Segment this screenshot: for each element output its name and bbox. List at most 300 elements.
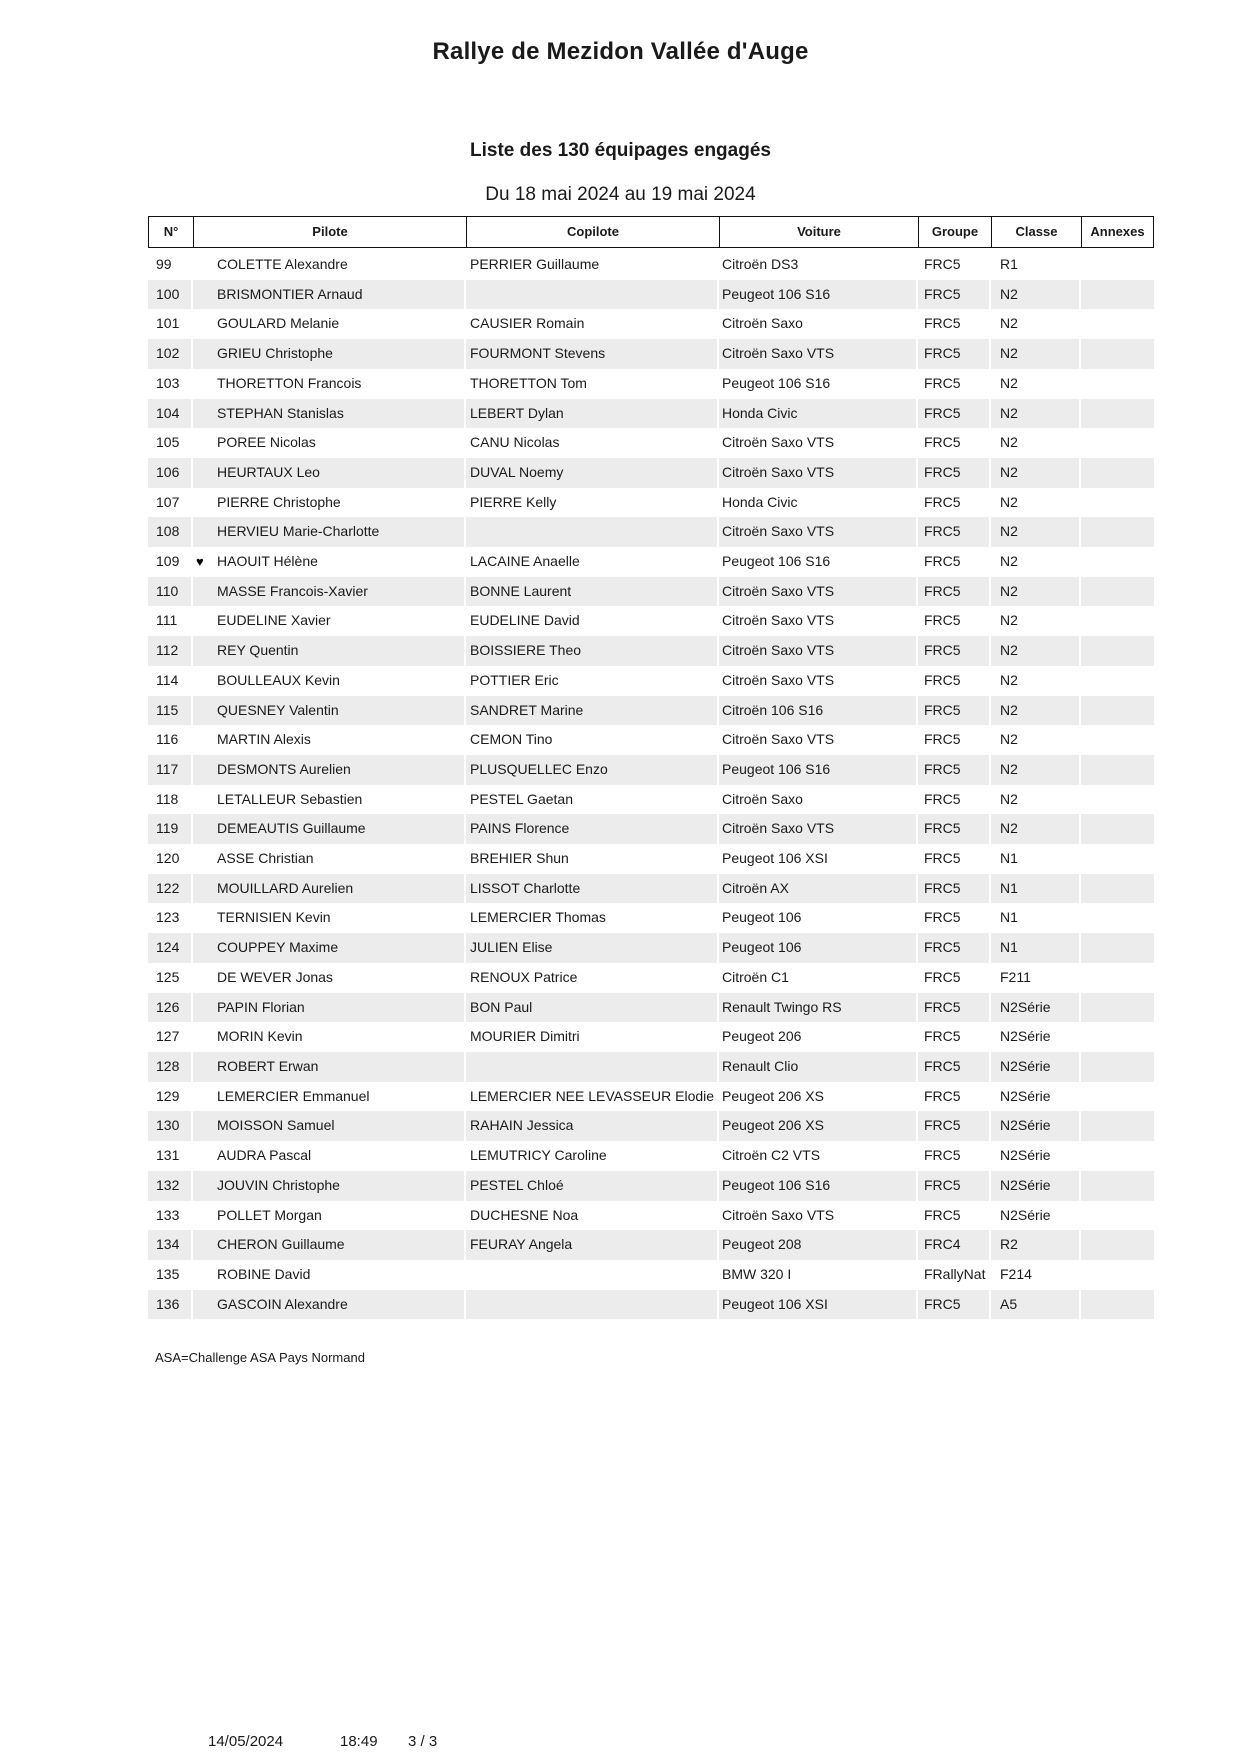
cell-groupe: FRC5 — [918, 1082, 991, 1112]
cell-annexes — [1081, 725, 1154, 755]
pilote-name: THORETTON Francois — [217, 374, 362, 391]
cell-voiture: Renault Twingo RS — [719, 993, 918, 1023]
header-pilote: Pilote — [193, 216, 466, 248]
cell-voiture: Citroën Saxo VTS — [719, 725, 918, 755]
pilote-name: MOUILLARD Aurelien — [217, 879, 354, 896]
cell-copilote: SANDRET Marine — [466, 696, 719, 726]
cell-pilote — [193, 696, 466, 726]
cell-annexes — [1081, 1141, 1154, 1171]
pilote-name: POREE Nicolas — [217, 434, 316, 451]
cell-classe: N2Série — [991, 1141, 1081, 1171]
cell-pilote — [193, 577, 466, 607]
pilote-name: LETALLEUR Sebastien — [217, 790, 363, 807]
table-row — [148, 725, 1154, 755]
cell-pilote — [193, 517, 466, 547]
cell-annexes — [1081, 785, 1154, 815]
cell-voiture: Peugeot 106 — [719, 933, 918, 963]
table-row — [148, 1082, 1154, 1112]
cell-copilote: LEMERCIER Thomas — [466, 903, 719, 933]
pilote-name: MOISSON Samuel — [217, 1117, 335, 1134]
cell-copilote: BREHIER Shun — [466, 844, 719, 874]
table-row — [148, 309, 1154, 339]
cell-voiture: Citroën AX — [719, 874, 918, 904]
cell-annexes — [1081, 339, 1154, 369]
cell-annexes — [1081, 250, 1154, 280]
header-annexes: Annexes — [1081, 216, 1154, 248]
cell-voiture: Citroën C1 — [719, 963, 918, 993]
pilote-name: ROBINE David — [217, 1265, 311, 1282]
cell-num: 126 — [148, 993, 193, 1023]
cell-classe: N2 — [991, 428, 1081, 458]
cell-groupe: FRC5 — [918, 428, 991, 458]
cell-groupe: FRC5 — [918, 725, 991, 755]
cell-copilote: FOURMONT Stevens — [466, 339, 719, 369]
cell-classe: N2 — [991, 458, 1081, 488]
cell-pilote — [193, 280, 466, 310]
footer-time: 18:49 — [340, 1733, 378, 1750]
pilote-name: MORIN Kevin — [217, 1028, 303, 1045]
cell-pilote — [193, 1290, 466, 1320]
pilote-name: MARTIN Alexis — [217, 731, 311, 748]
cell-voiture: Peugeot 206 XS — [719, 1111, 918, 1141]
cell-copilote: BON Paul — [466, 993, 719, 1023]
cell-copilote: PERRIER Guillaume — [466, 250, 719, 280]
cell-voiture: Peugeot 106 XSI — [719, 1290, 918, 1320]
cell-num: 130 — [148, 1111, 193, 1141]
cell-annexes — [1081, 755, 1154, 785]
cell-groupe: FRC5 — [918, 309, 991, 339]
table-row — [148, 1260, 1154, 1290]
cell-pilote — [193, 1201, 466, 1231]
cell-copilote: PAINS Florence — [466, 814, 719, 844]
cell-num: 101 — [148, 309, 193, 339]
cell-annexes — [1081, 517, 1154, 547]
header-copilote: Copilote — [466, 216, 719, 248]
pilote-name: GOULARD Melanie — [217, 315, 340, 332]
cell-groupe: FRC5 — [918, 903, 991, 933]
pilote-name: BOULLEAUX Kevin — [217, 671, 340, 688]
event-date-range: Du 18 mai 2024 au 19 mai 2024 — [485, 184, 756, 205]
cell-copilote: CAUSIER Romain — [466, 309, 719, 339]
cell-annexes — [1081, 963, 1154, 993]
cell-pilote — [193, 666, 466, 696]
cell-num: 134 — [148, 1230, 193, 1260]
cell-num: 111 — [148, 606, 193, 636]
cell-num: 128 — [148, 1052, 193, 1082]
cell-groupe: FRC5 — [918, 577, 991, 607]
cell-groupe: FRC5 — [918, 369, 991, 399]
cell-copilote: LEMERCIER NEE LEVASSEUR Elodie — [466, 1082, 719, 1112]
cell-classe: F214 — [991, 1260, 1081, 1290]
cell-annexes — [1081, 814, 1154, 844]
cell-num: 129 — [148, 1082, 193, 1112]
table-row — [148, 547, 1154, 577]
table-row — [148, 399, 1154, 429]
cell-classe: N2Série — [991, 1052, 1081, 1082]
cell-groupe: FRC5 — [918, 399, 991, 429]
cell-classe: N2 — [991, 606, 1081, 636]
cell-num: 107 — [148, 488, 193, 518]
pilote-name: TERNISIEN Kevin — [217, 909, 331, 926]
pilote-name: ROBERT Erwan — [217, 1057, 319, 1074]
table-row — [148, 993, 1154, 1023]
cell-voiture: Citroën Saxo VTS — [719, 666, 918, 696]
table-row — [148, 1052, 1154, 1082]
cell-voiture: Citroën Saxo VTS — [719, 339, 918, 369]
cell-groupe: FRC5 — [918, 844, 991, 874]
cell-voiture: Citroën 106 S16 — [719, 696, 918, 726]
table-row — [148, 814, 1154, 844]
cell-annexes — [1081, 844, 1154, 874]
cell-classe: N1 — [991, 933, 1081, 963]
cell-num: 124 — [148, 933, 193, 963]
cell-voiture: Renault Clio — [719, 1052, 918, 1082]
pilote-name: ASSE Christian — [217, 850, 314, 867]
cell-pilote — [193, 309, 466, 339]
table-row — [148, 517, 1154, 547]
cell-classe: N2 — [991, 725, 1081, 755]
cell-classe: N2 — [991, 696, 1081, 726]
cell-groupe: FRC5 — [918, 636, 991, 666]
pilote-name: PAPIN Florian — [217, 998, 305, 1015]
cell-classe: N2 — [991, 785, 1081, 815]
pilote-name: CHERON Guillaume — [217, 1236, 345, 1253]
cell-copilote: PESTEL Gaetan — [466, 785, 719, 815]
cell-groupe: FRC5 — [918, 1022, 991, 1052]
cell-num: 112 — [148, 636, 193, 666]
cell-copilote: FEURAY Angela — [466, 1230, 719, 1260]
entry-table — [148, 216, 1154, 1319]
cell-annexes — [1081, 488, 1154, 518]
pilote-name: QUESNEY Valentin — [217, 701, 339, 718]
header-voiture: Voiture — [719, 216, 918, 248]
cell-classe: N2 — [991, 399, 1081, 429]
cell-groupe: FRC5 — [918, 1290, 991, 1320]
cell-voiture: Peugeot 206 XS — [719, 1082, 918, 1112]
cell-annexes — [1081, 1052, 1154, 1082]
cell-annexes — [1081, 1201, 1154, 1231]
cell-voiture: Peugeot 208 — [719, 1230, 918, 1260]
cell-voiture: BMW 320 I — [719, 1260, 918, 1290]
table-row — [148, 636, 1154, 666]
table-row — [148, 458, 1154, 488]
table-row — [148, 1022, 1154, 1052]
table-row — [148, 369, 1154, 399]
pilote-name: HERVIEU Marie-Charlotte — [217, 523, 380, 540]
cell-pilote — [193, 874, 466, 904]
cell-groupe: FRC5 — [918, 993, 991, 1023]
cell-copilote: BONNE Laurent — [466, 577, 719, 607]
cell-groupe: FRC5 — [918, 696, 991, 726]
cell-num: 133 — [148, 1201, 193, 1231]
pilote-name: LEMERCIER Emmanuel — [217, 1087, 370, 1104]
cell-classe: R1 — [991, 250, 1081, 280]
pilote-name: EUDELINE Xavier — [217, 612, 331, 629]
cell-voiture: Peugeot 106 XSI — [719, 844, 918, 874]
cell-copilote: DUCHESNE Noa — [466, 1201, 719, 1231]
cell-annexes — [1081, 458, 1154, 488]
cell-voiture: Citroën Saxo — [719, 785, 918, 815]
cell-annexes — [1081, 636, 1154, 666]
table-row — [148, 250, 1154, 280]
cell-pilote — [193, 844, 466, 874]
table-row — [148, 844, 1154, 874]
cell-copilote — [466, 1290, 719, 1320]
pilote-name: JOUVIN Christophe — [217, 1176, 340, 1193]
cell-groupe: FRC5 — [918, 488, 991, 518]
cell-voiture: Honda Civic — [719, 488, 918, 518]
cell-copilote: PIERRE Kelly — [466, 488, 719, 518]
page-title: Rallye de Mezidon Vallée d'Auge — [432, 38, 809, 65]
cell-groupe: FRC5 — [918, 458, 991, 488]
cell-pilote — [193, 399, 466, 429]
cell-annexes — [1081, 369, 1154, 399]
cell-annexes — [1081, 1111, 1154, 1141]
cell-annexes — [1081, 1022, 1154, 1052]
cell-pilote — [193, 725, 466, 755]
cell-voiture: Peugeot 106 S16 — [719, 755, 918, 785]
cell-copilote — [466, 280, 719, 310]
cell-groupe: FRC5 — [918, 1201, 991, 1231]
pilote-name: COLETTE Alexandre — [217, 256, 348, 272]
cell-pilote — [193, 636, 466, 666]
cell-pilote — [193, 339, 466, 369]
cell-annexes — [1081, 399, 1154, 429]
table-row — [148, 339, 1154, 369]
cell-copilote: PESTEL Chloé — [466, 1171, 719, 1201]
cell-pilote — [193, 547, 466, 577]
table-row — [148, 1171, 1154, 1201]
table-row — [148, 933, 1154, 963]
cell-copilote: LEBERT Dylan — [466, 399, 719, 429]
cell-voiture: Citroën C2 VTS — [719, 1141, 918, 1171]
cell-num: 122 — [148, 874, 193, 904]
cell-classe: N2 — [991, 814, 1081, 844]
cell-groupe: FRC5 — [918, 517, 991, 547]
cell-num: 132 — [148, 1171, 193, 1201]
cell-num: 103 — [148, 369, 193, 399]
cell-pilote — [193, 428, 466, 458]
cell-annexes — [1081, 993, 1154, 1023]
table-row — [148, 1290, 1154, 1320]
cell-classe: N2 — [991, 577, 1081, 607]
cell-groupe: FRC5 — [918, 933, 991, 963]
cell-voiture: Peugeot 206 — [719, 1022, 918, 1052]
cell-pilote — [193, 993, 466, 1023]
cell-copilote: DUVAL Noemy — [466, 458, 719, 488]
cell-pilote — [193, 1022, 466, 1052]
header-num: N° — [148, 216, 193, 248]
cell-groupe: FRC5 — [918, 666, 991, 696]
cell-pilote — [193, 369, 466, 399]
cell-num: 114 — [148, 666, 193, 696]
pilote-name: REY Quentin — [217, 642, 299, 659]
cell-classe: N2Série — [991, 1171, 1081, 1201]
table-row — [148, 280, 1154, 310]
cell-copilote: LISSOT Charlotte — [466, 874, 719, 904]
table-row — [148, 755, 1154, 785]
table-row — [148, 785, 1154, 815]
table-body — [148, 250, 1154, 1319]
cell-classe: N2 — [991, 369, 1081, 399]
cell-annexes — [1081, 428, 1154, 458]
cell-pilote — [193, 903, 466, 933]
cell-copilote: LEMUTRICY Caroline — [466, 1141, 719, 1171]
cell-num: 102 — [148, 339, 193, 369]
table-row — [148, 903, 1154, 933]
footer-page-number: 3 / 3 — [408, 1733, 438, 1750]
cell-copilote — [466, 1260, 719, 1290]
cell-classe: N2Série — [991, 1201, 1081, 1231]
pilote-name: DESMONTS Aurelien — [217, 760, 351, 777]
cell-classe: N2 — [991, 517, 1081, 547]
pilote-name: PIERRE Christophe — [217, 493, 341, 510]
cell-num: 135 — [148, 1260, 193, 1290]
cell-annexes — [1081, 280, 1154, 310]
cell-annexes — [1081, 933, 1154, 963]
cell-num: 116 — [148, 725, 193, 755]
table-row — [148, 428, 1154, 458]
cell-annexes — [1081, 309, 1154, 339]
cell-voiture: Citroën Saxo VTS — [719, 577, 918, 607]
table-row — [148, 1230, 1154, 1260]
table-row — [148, 666, 1154, 696]
cell-num: 110 — [148, 577, 193, 607]
cell-voiture: Honda Civic — [719, 399, 918, 429]
cell-voiture: Citroën Saxo VTS — [719, 458, 918, 488]
cell-groupe: FRC5 — [918, 814, 991, 844]
cell-num: 106 — [148, 458, 193, 488]
cell-pilote — [193, 1260, 466, 1290]
cell-classe: F211 — [991, 963, 1081, 993]
cell-pilote — [193, 1141, 466, 1171]
cell-groupe: FRC5 — [918, 1171, 991, 1201]
entry-list-subtitle: Liste des 130 équipages engagés — [470, 140, 771, 161]
cell-pilote — [193, 1171, 466, 1201]
cell-copilote: JULIEN Elise — [466, 933, 719, 963]
cell-annexes — [1081, 874, 1154, 904]
cell-annexes — [1081, 696, 1154, 726]
cell-annexes — [1081, 1082, 1154, 1112]
cell-pilote — [193, 1082, 466, 1112]
cell-pilote — [193, 458, 466, 488]
cell-copilote: POTTIER Eric — [466, 666, 719, 696]
cell-voiture: Citroën DS3 — [719, 250, 918, 280]
cell-groupe: FRC5 — [918, 339, 991, 369]
cell-num: 99 — [148, 250, 193, 280]
cell-pilote — [193, 785, 466, 815]
cell-classe: N2Série — [991, 993, 1081, 1023]
heart-icon: ♥ — [196, 554, 204, 570]
header-groupe: Groupe — [918, 216, 991, 248]
cell-copilote: RAHAIN Jessica — [466, 1111, 719, 1141]
cell-annexes — [1081, 1171, 1154, 1201]
cell-pilote — [193, 933, 466, 963]
cell-voiture: Citroën Saxo VTS — [719, 1201, 918, 1231]
table-row — [148, 1141, 1154, 1171]
cell-annexes — [1081, 1230, 1154, 1260]
cell-classe: R2 — [991, 1230, 1081, 1260]
cell-num: 136 — [148, 1290, 193, 1320]
cell-copilote: BOISSIERE Theo — [466, 636, 719, 666]
cell-num: 109 — [148, 547, 193, 577]
cell-classe: N2 — [991, 666, 1081, 696]
cell-groupe: FRC5 — [918, 1141, 991, 1171]
cell-groupe: FRC5 — [918, 963, 991, 993]
cell-classe: N1 — [991, 874, 1081, 904]
table-row — [148, 577, 1154, 607]
cell-classe: N2 — [991, 488, 1081, 518]
cell-classe: N2 — [991, 309, 1081, 339]
cell-voiture: Peugeot 106 — [719, 903, 918, 933]
pilote-name: GRIEU Christophe — [217, 345, 333, 362]
pilote-name: STEPHAN Stanislas — [217, 404, 344, 421]
table-row — [148, 1201, 1154, 1231]
cell-groupe: FRC5 — [918, 755, 991, 785]
cell-num: 119 — [148, 814, 193, 844]
table-row — [148, 488, 1154, 518]
cell-groupe: FRallyNat — [918, 1260, 991, 1290]
cell-copilote: RENOUX Patrice — [466, 963, 719, 993]
cell-classe: N2 — [991, 280, 1081, 310]
pilote-name: COUPPEY Maxime — [217, 939, 339, 956]
pilote-name: HEURTAUX Leo — [217, 463, 320, 480]
cell-copilote: THORETTON Tom — [466, 369, 719, 399]
cell-pilote — [193, 963, 466, 993]
cell-pilote — [193, 1052, 466, 1082]
cell-voiture: Peugeot 106 S16 — [719, 547, 918, 577]
cell-num: 104 — [148, 399, 193, 429]
cell-copilote: CANU Nicolas — [466, 428, 719, 458]
cell-copilote: LACAINE Anaelle — [466, 547, 719, 577]
cell-pilote — [193, 755, 466, 785]
cell-groupe: FRC5 — [918, 874, 991, 904]
table-header-row — [148, 216, 1154, 248]
cell-groupe: FRC5 — [918, 547, 991, 577]
cell-num: 127 — [148, 1022, 193, 1052]
cell-groupe: FRC5 — [918, 1111, 991, 1141]
pilote-name: BRISMONTIER Arnaud — [217, 285, 363, 302]
cell-annexes — [1081, 903, 1154, 933]
cell-voiture: Citroën Saxo VTS — [719, 428, 918, 458]
cell-num: 115 — [148, 696, 193, 726]
cell-classe: N1 — [991, 903, 1081, 933]
cell-classe: N2 — [991, 755, 1081, 785]
cell-num: 120 — [148, 844, 193, 874]
cell-annexes — [1081, 606, 1154, 636]
cell-copilote: EUDELINE David — [466, 606, 719, 636]
table-row — [148, 696, 1154, 726]
cell-annexes — [1081, 666, 1154, 696]
cell-classe: N2Série — [991, 1022, 1081, 1052]
cell-pilote — [193, 1230, 466, 1260]
cell-num: 105 — [148, 428, 193, 458]
cell-copilote — [466, 517, 719, 547]
cell-pilote — [193, 250, 466, 280]
header-classe: Classe — [991, 216, 1081, 248]
pilote-name: GASCOIN Alexandre — [217, 1295, 348, 1312]
cell-copilote — [466, 1052, 719, 1082]
cell-annexes — [1081, 1260, 1154, 1290]
cell-voiture: Citroën Saxo VTS — [719, 606, 918, 636]
cell-voiture: Peugeot 106 S16 — [719, 1171, 918, 1201]
cell-classe: N2 — [991, 339, 1081, 369]
cell-classe: N1 — [991, 844, 1081, 874]
cell-pilote — [193, 1111, 466, 1141]
cell-voiture: Citroën Saxo — [719, 309, 918, 339]
cell-voiture: Citroën Saxo VTS — [719, 814, 918, 844]
asa-note: ASA=Challenge ASA Pays Normand — [155, 1350, 365, 1365]
